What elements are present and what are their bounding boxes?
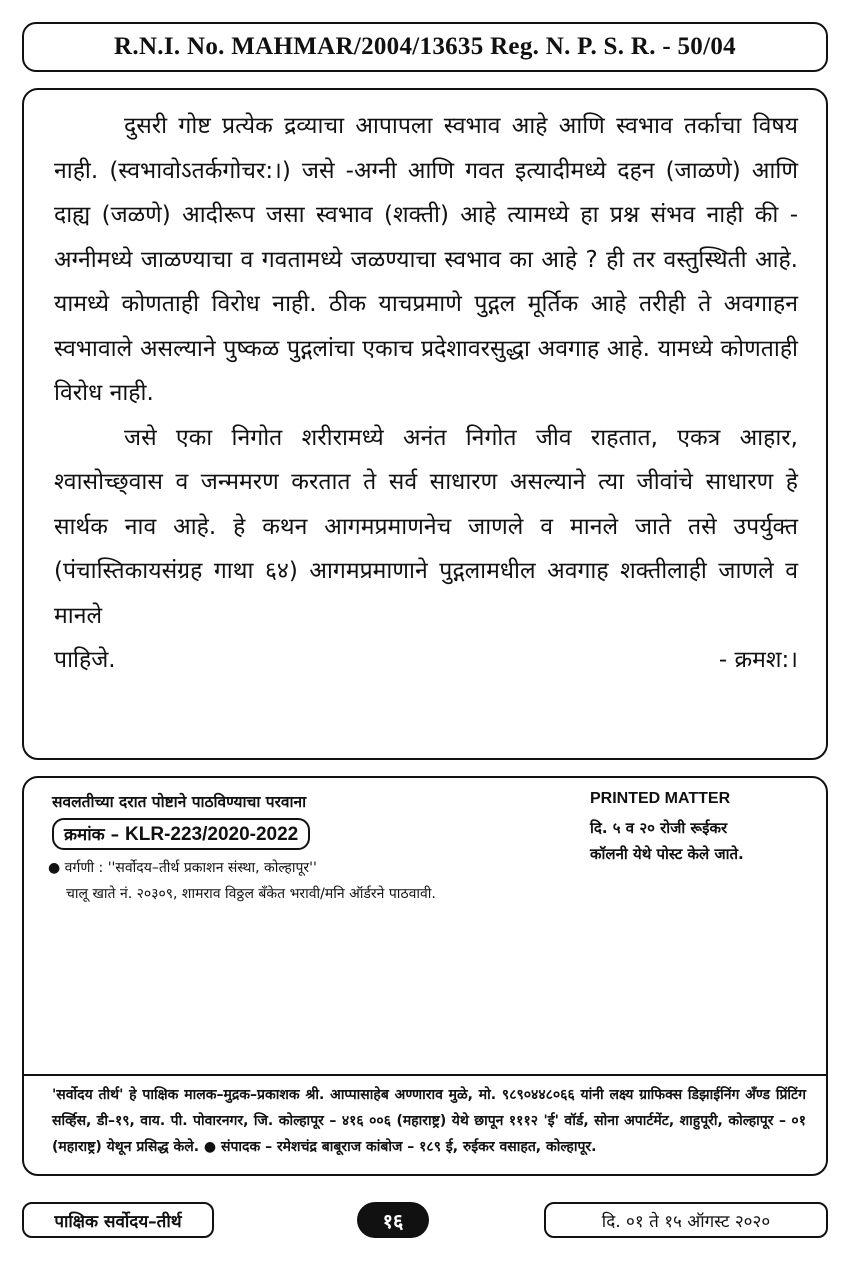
article-last-word: पाहिजे.	[54, 647, 116, 673]
page-number-text: १६	[382, 1208, 404, 1233]
article-paragraph-2: जसे एका निगोत शरीरामध्ये अनंत निगोत जीव राहतात, एकत्र आहार, श्वासोच्छ्‌वास व जन्ममरण करतात ते सर्व साधारण असल्याने त्या जीवांचे साधारण हे सार्थक नाव आहे. हे कथन आगमप्रमाणनेच जाणले व मानले जाते तसे उपर्युक्त (पंचास्तिकायसंग्रह गाथा ६४) आगमप्रमाणाने पुद्गलामधील अवगाह शक्तीलाही जाणले व मानले	[54, 424, 798, 629]
permit-number-badge	[52, 818, 310, 850]
issue-date-text: दि. ०१ ते १५ ऑगस्ट २०२०	[601, 1211, 771, 1232]
imprint-section	[24, 1074, 826, 1160]
publication-name	[22, 1202, 214, 1238]
page-number	[357, 1202, 429, 1238]
printed-matter-label: PRINTED MATTER	[590, 790, 731, 807]
article-paragraph-1: दुसरी गोष्ट प्रत्येक द्रव्याचा आपापला स्वभाव आहे आणि स्वभाव तर्काचा विषय नाही. (स्वभावोऽतर्कगोचर:।) जसे -अग्नी आणि गवत इत्यादीमध्ये दहन (जाळणे) आणि दाह्य (जळणे) आदीरूप जसा स्वभाव (शक्ती) आहे त्यामध्ये हा प्रश्न संभव नाही की - अग्नीमध्ये जाळण्याचा व गवतामध्ये जळण्याचा स्वभाव का आहे ? ही तर वस्तुस्थिती आहे. यामध्ये कोणताही विरोध नाही. ठीक याचप्रमाणे पुद्गल मूर्तिक आहे तरीही ते अवगाहन स्वभावाले असल्याने पुष्कळ पुद्गलांचा एकाच प्रदेशावरसुद्धा अवगाह आहे. यामध्ये कोणताही विरोध नाही.	[54, 113, 798, 406]
bank-account-info: चालू खाते नं. २०३०९, शामराव विठ्ठल बँकेत भरावी/मनि ऑर्डरने पाठवावी.	[66, 886, 436, 902]
permit-number-label: क्रमांक –	[64, 825, 120, 845]
imprint-text: 'सर्वोदय तीर्थ' हे पाक्षिक मालक–मुद्रक–प्रकाशक श्री. आप्पासाहेब अण्णाराव मुळे, मो. ९८९०४४८०६६ यांनी लक्ष्य ग्राफिक्स डिझाईनिंग अँण्ड प्रिंटिंग सर्व्हिस, डी–१९, वाय. पी. पोवारनगर, जि. कोल्हापूर – ४१६ ००६ (महाराष्ट्र) येथे छापून १११२ 'ई' वॉर्ड, सोना अपार्टमेंट, शाहुपूरी, कोल्हापूर – ०१ (महाराष्ट्र) येथून प्रसिद्ध केले. ● संपादक – रमेशचंद्र बाबूराज कांबोज – १८९ ई, रुईकर वसाहत, कोल्हापूर.	[52, 1087, 806, 1155]
article-last-line	[54, 638, 798, 683]
continued-marker: - क्रमश:।	[718, 647, 798, 673]
subscription-info: ● वर्गणी : ''सर्वोदय–तीर्थ प्रकाशन संस्था, कोल्हापूर''	[48, 860, 317, 876]
issue-date	[544, 1202, 828, 1238]
publication-name-text: पाक्षिक सर्वोदय–तीर्थ	[54, 1211, 182, 1232]
posting-info-line-2: कॉलनी येथे पोस्ट केले जाते.	[590, 845, 744, 863]
registration-number: R.N.I. No. MAHMAR/2004/13635 Reg. N. P. S. R. - 50/04	[114, 33, 736, 60]
postal-permit-title: सवलतीच्या दरात पोष्टाने पाठविण्याचा परवाना	[52, 793, 307, 811]
postal-info-box	[22, 776, 828, 1176]
article-body	[22, 88, 828, 760]
permit-number-value: KLR-223/2020-2022	[125, 824, 299, 845]
posting-info-line-1: दि. ५ व २० रोजी रूईकर	[590, 819, 728, 837]
registration-header	[22, 22, 828, 72]
